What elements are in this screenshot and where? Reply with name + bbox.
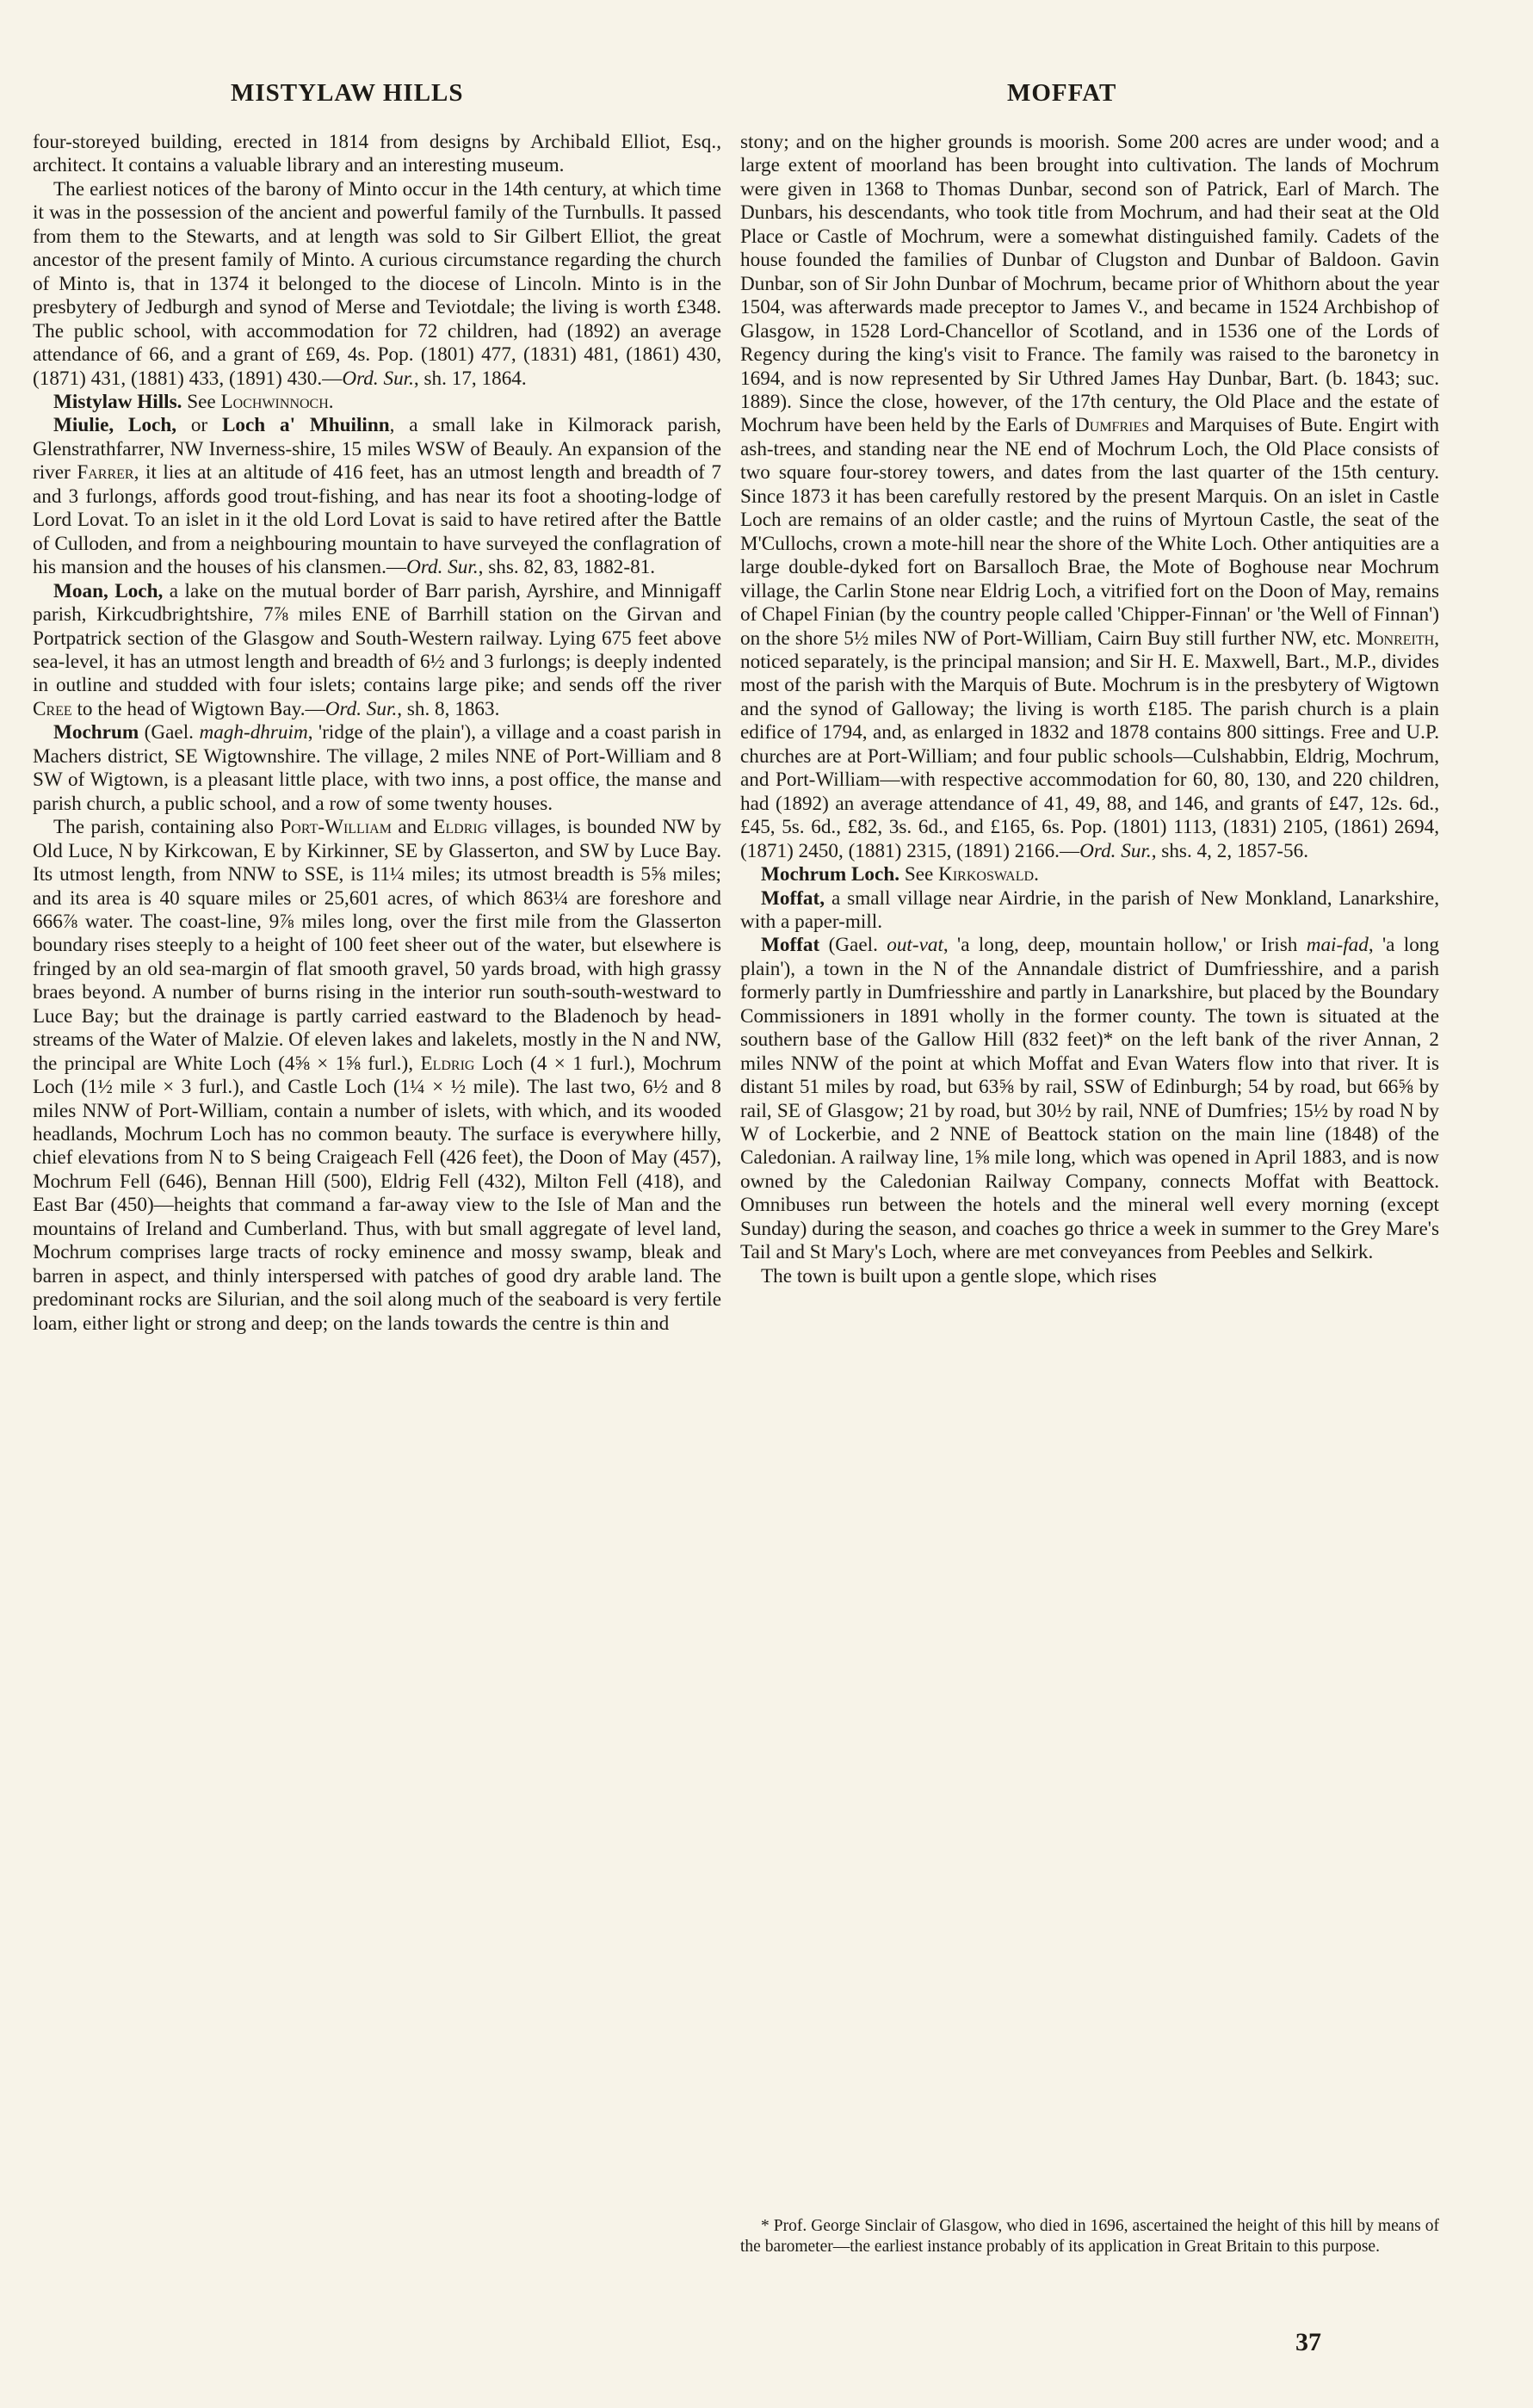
paragraph: four-storeyed building, erected in 1814 from designs by Archibald Elliot, Esq., architect. It contains a valuable library and an interesting museum. [33,131,721,177]
paragraph: Moan, Loch, a lake on the mutual border of Barr parish, Ayrshire, and Minnigaff parish, Kirkcudbrightshire, 7⅞ miles ENE of Barrhill station on the Girvan and Portpatrick section of the Glasgow and South-Western railway. Lying 675 feet above sea-level, it has an utmost length and breadth of 6½ and 3 furlongs; is deeply indented in outline and studded with four islets; contains large pike; and sends off the river Cree to the head of Wigtown Bay.—Ord. Sur., sh. 8, 1863. [33,579,722,720]
footnote: * Prof. George Sinclair of Glasgow, who died in 1696, ascertained the height of this hill by means of the barometer—the earliest instance probably of its application in Great Britain to this purpose. [740,2217,1439,2256]
running-head-right: MOFFAT [1007,79,1117,107]
paragraph: The town is built upon a gentle slope, which rises [761,1264,1157,1287]
paragraph: The earliest notices of the barony of Minto occur in the 14th century, at which time it was in the possession of the ancient and powerful family of the Turnbulls. It passed from them to the Stewarts, and at length was sold to Sir Gilbert Elliot, the great ancestor of the present family of Minto. A curious circumstance regarding the church of Minto is, that in 1374 it belonged to the diocese of Lincoln. Minto is in the presbytery of Jedburgh and synod of Merse and Teviotdale; the living is worth £348. The public school, with accommodation for 72 children, had (1892) an average attendance of 66, and a grant of £69, 4s. Pop. (1801) 477, (1831) 481, (1861) 430, (1871) 431, (1881) 433, (1891) 430.—Ord. Sur., sh. 17, 1864. [33,177,721,390]
paragraph: Mistylaw Hills. See Lochwinnoch. [53,390,334,413]
paragraph: Mochrum (Gael. magh-dhruim, 'ridge of the plain'), a village and a coast parish in Machers district, SE Wigtownshire. The village, 2 miles NNE of Port-William and 8 SW of Wigtown, is a pleasant little place, with two inns, a post office, the manse and parish church, a public school, and a row of some twenty houses. [33,721,722,815]
paragraph: The parish, containing also Port-William and Eldrig villages, is bounded NW by Old Luce, N by Kirkcowan, E by Kirkinner, SE by Glasserton, and SW by Luce Bay. Its utmost length, from NNW to SSE, is 11¼ miles; its utmost breadth is 5⅝ miles; and its area is 40 square miles or 25,601 acres, of which 863¼ are foreshore and 666⅞ water. The coast-line, 9⅞ miles long, over the first mile from the Glasserton boundary rises steeply to a height of 100 feet sheer out of the water, but elsewhere is fringed by an old sea-margin of flat smooth gravel, 50 yards broad, with high grassy braes beyond. A number of burns rising in the interior run south-south-westward to Luce Bay; but the drainage is partly carried eastward to the Bladenoch by head-streams of the Water of Malzie. Of eleven lakes and lakelets, mostly in the N and NW, the principal are White Loch (4⅝ × 1⅝ furl.), Eldrig Loch (4 × 1 furl.), Mochrum Loch (1½ mile × 3 furl.), and Castle Loch (1¼ × ½ mile). The last two, 6½ and 8 miles NNW of Port-William, contain a number of islets, with which, and its wooded headlands, Mochrum Loch has no common beauty. The surface is everywhere hilly, chief elevations from N to S being Craigeach Fell (426 feet), the Doon of May (457), Mochrum Fell (646), Bennan Hill (500), Eldrig Fell (432), Milton Fell (418), and East Bar (450)—heights that command a far-away view to the Isle of Man and the mountains of Ireland and Cumberland. Thus, with but small aggregate of level land, Mochrum comprises large tracts of rocky eminence and mossy swamp, bleak and barren in aspect, and thinly interspersed with patches of good dry arable land. The predominant rocks are Silurian, and the soil along much of the seaboard is very fertile loam, either light or strong and deep; on the lands towards the centre is thin and [33,816,722,1335]
paragraph: Moffat, a small village near Airdrie, in the parish of New Monkland, Lanarkshire, with a paper-mill. [740,886,1439,933]
right-column [740,131,1439,1288]
paragraph: stony; and on the higher grounds is moorish. Some 200 acres are under wood; and a large extent of moorland has been brought into cultivation. The lands of Mochrum were given in 1368 to Thomas Dunbar, second son of Patrick, Earl of March. The Dunbars, his descendants, who took title from Mochrum, and had their seat at the Old Place or Castle of Mochrum, were a somewhat distinguished family. Cadets of the house founded the families of Dunbar of Clugston and Dunbar of Baldoon. Gavin Dunbar, son of Sir John Dunbar of Mochrum, became prior of Whithorn about the year 1504, was afterwards made preceptor to James V., and became in 1524 Archbishop of Glasgow, in 1528 Lord-Chancellor of Scotland, and in 1536 one of the Lords of Regency during the king's visit to France. The family was raised to the baronetcy in 1694, and is now represented by Sir Uthred James Hay Dunbar, Bart. (b. 1843; suc. 1889). Since the close, however, of the 17th century, the Old Place and the estate of Mochrum have been held by the Earls of Dumfries and Marquises of Bute. Engirt with ash-trees, and standing near the NE end of Mochrum Loch, the Old Place consists of two square four-storey towers, and dates from the last quarter of the 15th century. Since 1873 it has been carefully restored by the present Marquis. On an islet in Castle Loch are remains of an older castle; and the ruins of Myrtoun Castle, the seat of the M'Cullochs, crown a mote-hill near the shore of the White Loch. Other antiquities are a large double-dyked fort on Barsalloch Brae, the Mote of Boghouse near Mochrum village, the Carlin Stone near Eldrig Loch, a vitrified fort on the Doon of May, remains of Chapel Finian (by the country people called 'Chipper-Finnan' or 'the Well of Finnan') on the shore 5½ miles NW of Port-William, Cairn Buy still further NW, etc. Monreith, noticed separately, is the principal mansion; and Sir H. E. Maxwell, Bart., M.P., divides most of the parish with the Marquis of Bute. Mochrum is in the presbytery of Wigtown and the synod of Galloway; the living is worth £185. The parish church is a plain edifice of 1794, and, as enlarged in 1832 and 1878 contains 800 sittings. Free and U.P. churches are at Port-William; and four public schools—Culshabbin, Eldrig, Mochrum, and Port-William—with respective accommodation for 60, 80, 130, and 220 children, had (1892) an average attendance of 41, 49, 88, and 146, and grants of £47, 12s. 6d., £45, 5s. 6d., £82, 3s. 6d., and £165, 6s. Pop. (1801) 1113, (1831) 2105, (1861) 2694, (1871) 2450, (1881) 2315, (1891) 2166.—Ord. Sur., shs. 4, 2, 1857-56. [740,131,1440,862]
paragraph: Mochrum Loch. See Kirkoswald. [761,863,1039,886]
paragraph: Moffat (Gael. out-vat, 'a long, deep, mountain hollow,' or Irish mai-fad, 'a long plain'), a town in the N of the Annandale district of Dumfriesshire, and a parish formerly partly in Dumfriesshire and partly in Lanarkshire, but placed by the Boundary Commissioners in 1891 wholly in the former county. The town is situated at the southern base of the Gallow Hill (832 feet)* on the left bank of the river Annan, 2 miles NNW of the point at which Moffat and Evan Waters flow into that river. It is distant 51 miles by road, but 63⅝ by rail, SSW of Edinburgh; 54 by road, but 66⅝ by rail, SE of Glasgow; 21 by road, but 30½ by rail, NNE of Dumfries; 15½ by road N by W of Lockerbie, and 2 NNE of Beattock station on the main line (1848) of the Caledonian. A railway line, 1⅝ mile long, which was opened in April 1883, and is now owned by the Caledonian Railway Company, connects Moffat with Beattock. Omnibuses run between the hotels and the mineral well every morning (except Sunday) during the season, and coaches go thrice a week in summer to the Grey Mare's Tail and St Mary's Loch, where are met conveyances from Peebles and Selkirk. [740,934,1439,1264]
left-column [33,131,721,1336]
page-number: 37 [1295,2328,1321,2356]
running-head-left: MISTYLAW HILLS [231,79,464,107]
paragraph: Miulie, Loch, or Loch a' Mhuilinn, a small lake in Kilmorack parish, Glenstrathfarrer, NW Inverness-shire, 15 miles WSW of Beauly. An expansion of the river Farrer, it lies at an altitude of 416 feet, has an utmost length and breadth of 7 and 3 furlongs, affords good trout-fishing, and has near its foot a shooting-lodge of Lord Lovat. To an islet in it the old Lord Lovat is said to have retired after the Battle of Culloden, and from a neighbouring mountain to have surveyed the conflagration of his mansion and the houses of his clansmen.—Ord. Sur., shs. 82, 83, 1882-81. [33,414,722,579]
